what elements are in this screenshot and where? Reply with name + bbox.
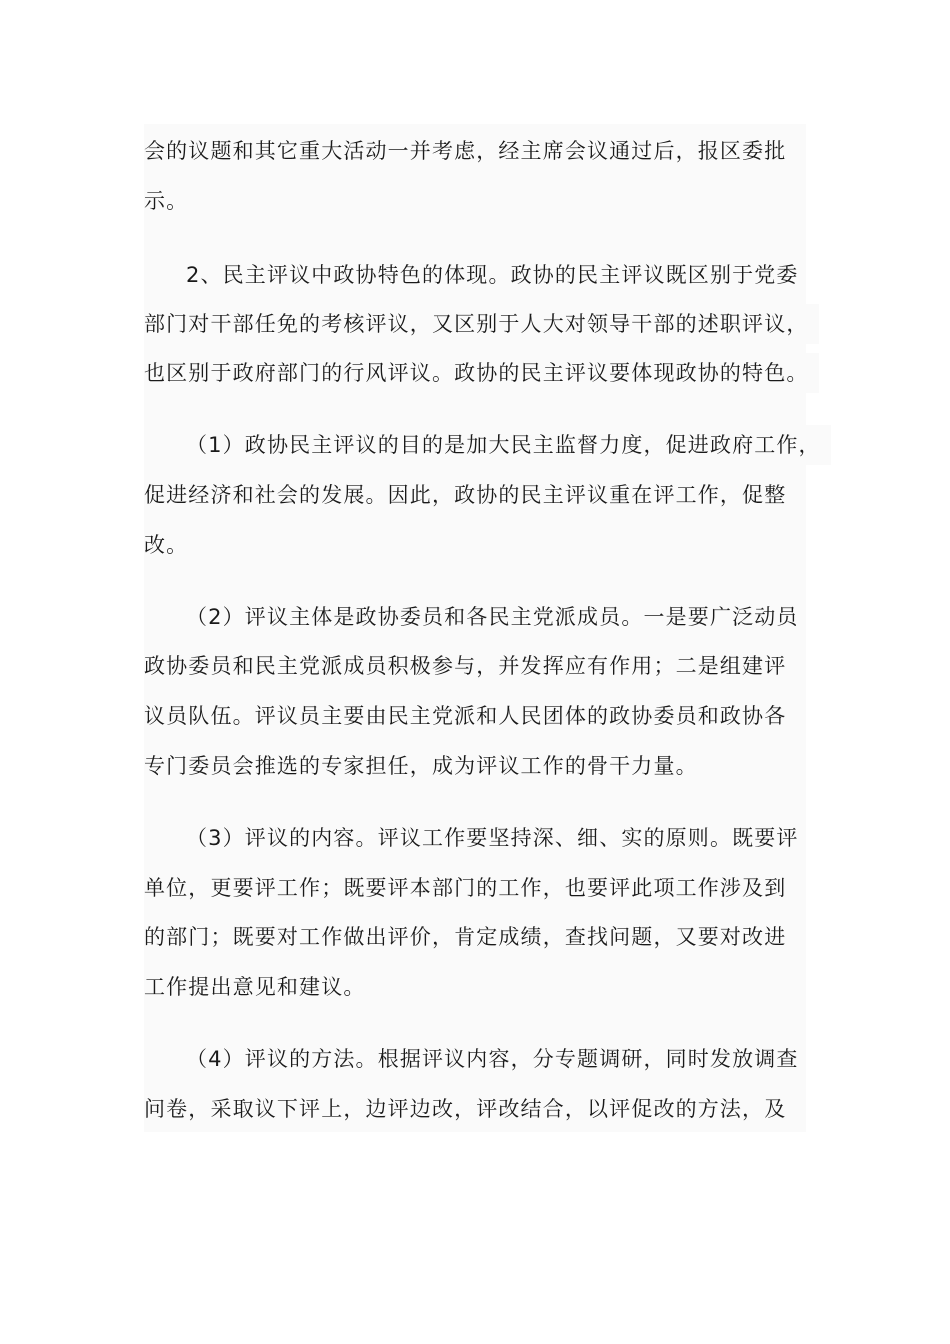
text-line: 工作提出意见和建议。 — [144, 975, 366, 999]
paragraph-first-line: （2）评议主体是政协委员和各民主党派成员。一是要广泛动员 — [186, 605, 799, 629]
text-line: 专门委员会推选的专家担任，成为评议工作的骨干力量。 — [144, 754, 698, 778]
paragraph-first-line: （1）政协民主评议的目的是加大民主监督力度，促进政府工作， — [186, 425, 831, 465]
paragraph-first-line: 2、民主评议中政协特色的体现。政协的民主评议既区别于党委 — [186, 263, 799, 287]
text-line: 议员队伍。评议员主要由民主党派和人民团体的政协委员和政协各 — [144, 704, 787, 728]
text-line: 的部门；既要对工作做出评价，肯定成绩，查找问题，又要对改进 — [144, 925, 787, 949]
text-line: 会的议题和其它重大活动一并考虑，经主席会议通过后，报区委批 — [144, 139, 787, 163]
paragraph-first-line: （3）评议的内容。评议工作要坚持深、细、实的原则。既要评 — [186, 826, 799, 850]
document-body — [144, 124, 821, 1132]
text-line: 部门对干部任免的考核评议，又区别于人大对领导干部的述职评议， — [144, 304, 819, 344]
text-line: 也区别于政府部门的行风评议。政协的民主评议要体现政协的特色。 — [144, 353, 819, 393]
text-line: 示。 — [144, 189, 189, 213]
paragraph-first-line: （4）评议的方法。根据评议内容，分专题调研，同时发放调查 — [186, 1047, 799, 1071]
text-line: 政协委员和民主党派成员积极参与，并发挥应有作用；二是组建评 — [144, 654, 787, 678]
text-line: 问卷，采取议下评上，边评边改，评改结合，以评促改的方法，及 — [144, 1097, 787, 1121]
text-line: 改。 — [144, 533, 189, 557]
text-line: 促进经济和社会的发展。因此，政协的民主评议重在评工作，促整 — [144, 483, 787, 507]
text-line: 单位，更要评工作；既要评本部门的工作，也要评此项工作涉及到 — [144, 876, 787, 900]
